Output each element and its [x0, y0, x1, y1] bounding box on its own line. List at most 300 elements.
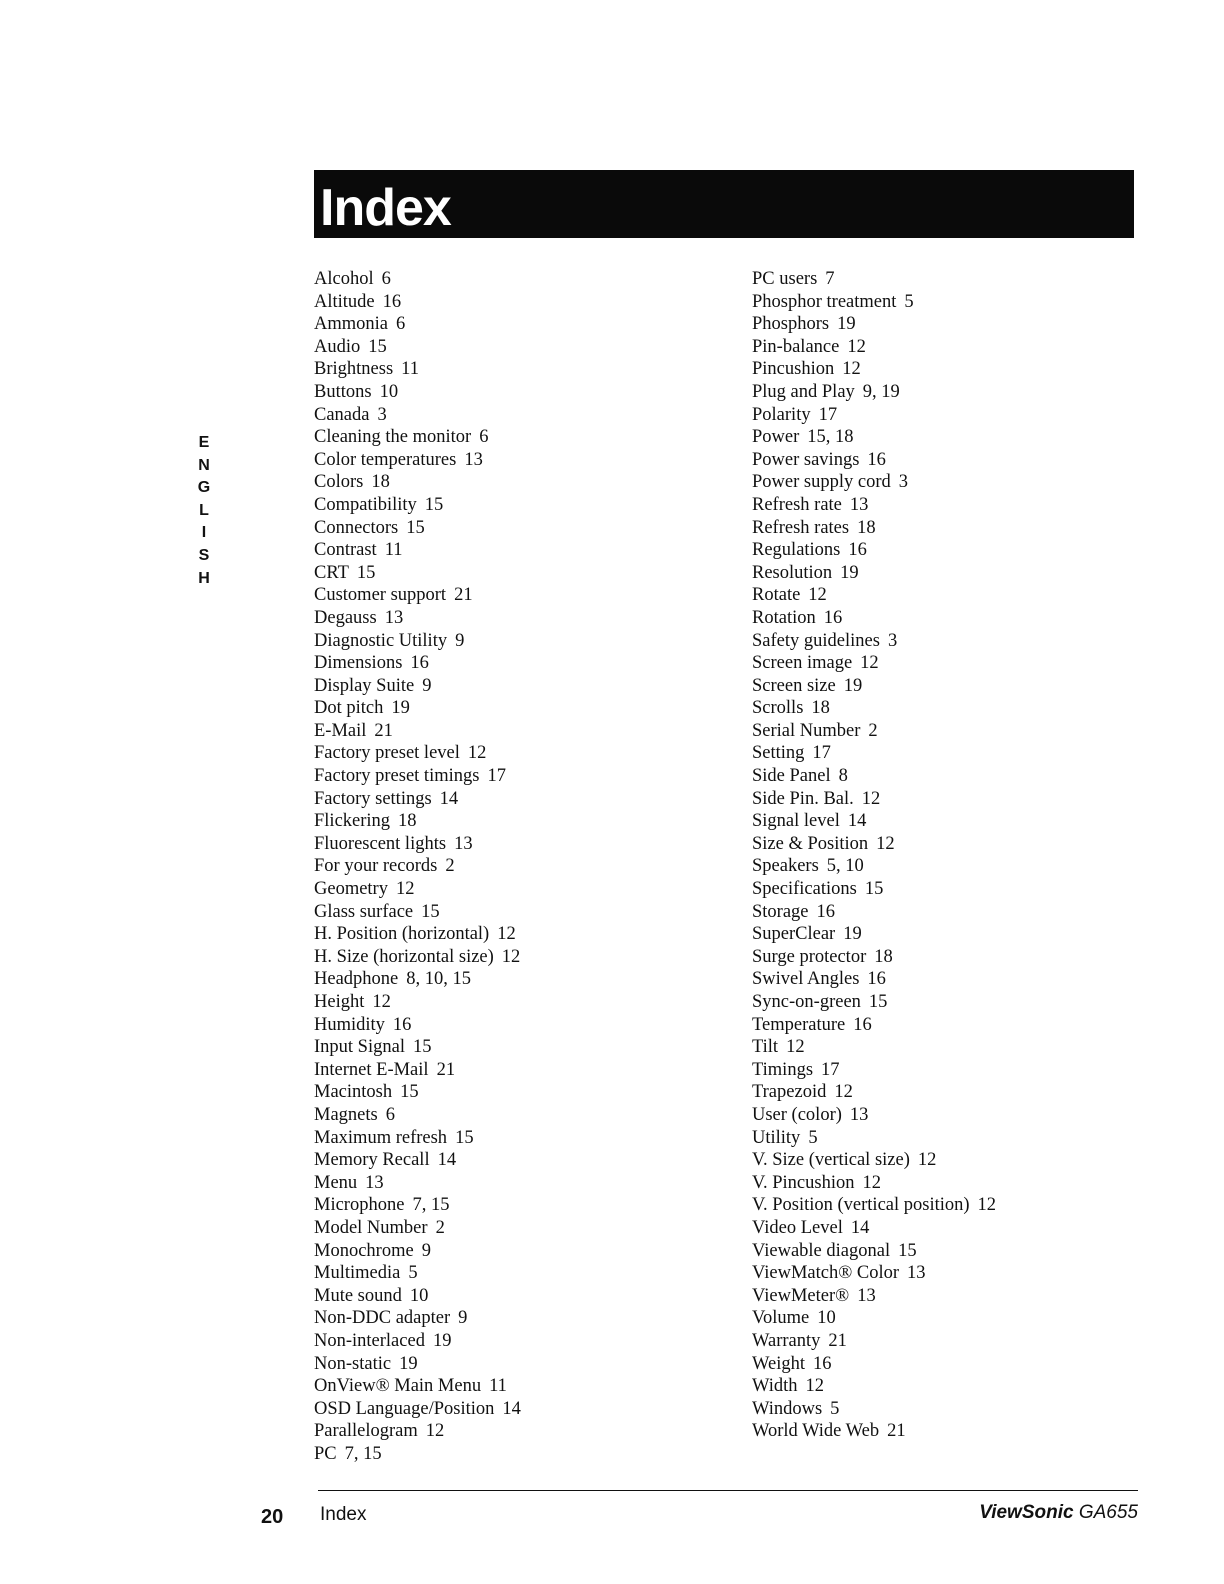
- footer-model-name: GA655: [1078, 1502, 1138, 1523]
- index-entry: [752, 788, 996, 811]
- index-entry: [314, 1104, 521, 1127]
- index-page-numbers: 19: [432, 1330, 452, 1351]
- index-term: Refresh rate: [752, 494, 842, 515]
- footer-section-name: Index: [320, 1504, 367, 1525]
- index-page-numbers: 12: [425, 1421, 445, 1442]
- index-page-numbers: 21: [436, 1059, 456, 1080]
- index-entry: [752, 1420, 996, 1443]
- index-page-numbers: 19: [837, 314, 856, 335]
- index-term: Height: [314, 992, 365, 1012]
- index-term: PC: [314, 1443, 337, 1464]
- index-page-numbers: 3: [377, 404, 387, 425]
- index-page-numbers: 12: [786, 1037, 805, 1058]
- index-term: Side Panel: [752, 766, 831, 787]
- index-term: Non-DDC adapter: [314, 1308, 451, 1329]
- index-entry: [314, 1036, 521, 1059]
- index-entry: [314, 1307, 521, 1330]
- index-page-numbers: 6: [396, 314, 406, 335]
- index-page-numbers: 9: [422, 675, 432, 696]
- index-term: Colors: [314, 472, 364, 493]
- index-term: V. Pincushion: [752, 1172, 855, 1193]
- index-entry: [752, 1398, 996, 1421]
- index-page-numbers: 5: [408, 1263, 418, 1284]
- index-term: H. Size (horizontal size): [314, 946, 494, 967]
- index-entry: [752, 946, 996, 969]
- index-term: Pincushion: [752, 359, 835, 380]
- index-page-numbers: 15: [898, 1240, 917, 1261]
- index-term: Pin-balance: [752, 336, 840, 357]
- index-term: Canada: [314, 404, 370, 425]
- index-term: Safety guidelines: [752, 630, 880, 651]
- index-entry: [752, 1036, 996, 1059]
- index-entry: [314, 1420, 521, 1443]
- index-page-numbers: 13: [857, 1285, 876, 1306]
- index-page-numbers: 16: [823, 607, 843, 628]
- index-page-numbers: 14: [850, 1217, 870, 1238]
- index-term: Warranty: [752, 1330, 821, 1351]
- index-entry: [314, 1330, 521, 1353]
- index-page-numbers: 12: [805, 1376, 825, 1397]
- index-term: Flickering: [314, 811, 391, 832]
- index-column-right: [752, 268, 996, 1443]
- index-page-numbers: 13: [849, 1104, 869, 1125]
- index-term: Setting: [752, 743, 805, 764]
- index-entry: [314, 1398, 521, 1421]
- index-entry: [752, 901, 996, 924]
- index-page-numbers: 12: [808, 585, 827, 606]
- index-entry: [314, 946, 521, 969]
- index-page-numbers: 13: [365, 1172, 384, 1193]
- index-entry: [752, 1262, 996, 1285]
- index-entry: [314, 742, 521, 765]
- index-page-numbers: 10: [409, 1285, 429, 1306]
- index-entry: [314, 494, 521, 517]
- index-page-numbers: 2: [435, 1217, 445, 1238]
- index-term: Buttons: [314, 381, 372, 402]
- index-entry: [314, 1172, 521, 1195]
- index-term: Power: [752, 427, 800, 448]
- index-page-numbers: 12: [395, 879, 415, 900]
- index-term: Regulations: [752, 540, 841, 561]
- index-term: Parallelogram: [314, 1421, 418, 1442]
- index-term: Altitude: [314, 291, 375, 312]
- index-term: Scrolls: [752, 698, 804, 719]
- index-page-numbers: 12: [876, 833, 895, 854]
- footer-brand-name: ViewSonic: [979, 1502, 1074, 1523]
- index-page-numbers: 16: [867, 969, 886, 990]
- index-entry: [314, 968, 521, 991]
- index-page-numbers: 16: [410, 653, 429, 674]
- index-term: SuperClear: [752, 924, 836, 945]
- index-term: Speakers: [752, 856, 819, 877]
- index-page-numbers: 17: [821, 1059, 840, 1080]
- index-page-numbers: 12: [860, 653, 879, 674]
- index-term: Dot pitch: [314, 698, 384, 719]
- index-page-numbers: 19: [843, 924, 862, 945]
- index-page-numbers: 5, 10: [826, 856, 864, 877]
- side-tab-letter: S: [198, 546, 210, 564]
- index-entry: [752, 1375, 996, 1398]
- index-page-numbers: 7, 15: [344, 1443, 382, 1464]
- index-entry: [752, 426, 996, 449]
- index-column-left: [314, 268, 521, 1465]
- index-term: Video Level: [752, 1217, 843, 1238]
- index-entry: [752, 1307, 996, 1330]
- index-term: ViewMatch® Color: [752, 1263, 900, 1284]
- index-page-numbers: 18: [857, 517, 876, 538]
- index-page-numbers: 11: [489, 1376, 507, 1397]
- index-entry: [752, 336, 996, 359]
- index-page-numbers: 8: [838, 766, 848, 787]
- index-entry: [752, 313, 996, 336]
- index-entry: [314, 1149, 521, 1172]
- index-entry: [314, 630, 521, 653]
- index-page-numbers: 16: [867, 449, 886, 470]
- index-entry: [314, 313, 521, 336]
- index-entry: [314, 584, 521, 607]
- index-term: Menu: [314, 1172, 358, 1193]
- index-term: Microphone: [314, 1195, 405, 1216]
- index-page-numbers: 6: [385, 1104, 395, 1125]
- index-page-numbers: 16: [392, 1014, 412, 1035]
- index-entry: [314, 991, 521, 1014]
- index-page-numbers: 13: [907, 1263, 926, 1284]
- index-page-numbers: 13: [849, 494, 869, 515]
- index-term: Cleaning the monitor: [314, 427, 472, 448]
- index-entry: [752, 607, 996, 630]
- index-page-numbers: 17: [812, 743, 831, 764]
- index-entry: [752, 652, 996, 675]
- index-entry: [314, 1375, 521, 1398]
- index-entry: [314, 697, 521, 720]
- index-term: Customer support: [314, 585, 447, 606]
- index-term: Color temperatures: [314, 449, 457, 470]
- index-term: Monochrome: [314, 1240, 414, 1261]
- index-term: Storage: [752, 901, 809, 922]
- index-entry: [314, 1014, 521, 1037]
- index-entry: [752, 381, 996, 404]
- index-entry: [752, 878, 996, 901]
- index-term: Specifications: [752, 879, 857, 900]
- index-entry: [752, 494, 996, 517]
- index-page-numbers: 12: [497, 924, 516, 945]
- index-term: Internet E-Mail: [314, 1059, 429, 1080]
- index-entry: [314, 426, 521, 449]
- index-entry: [752, 630, 996, 653]
- index-page-numbers: 12: [977, 1195, 997, 1216]
- index-entry: [752, 1014, 996, 1037]
- index-entry: [314, 539, 521, 562]
- index-page-numbers: 16: [853, 1014, 872, 1035]
- index-term: Magnets: [314, 1104, 378, 1125]
- index-entry: [314, 1127, 521, 1150]
- index-term: Screen size: [752, 675, 836, 696]
- index-page-numbers: 9: [458, 1308, 468, 1329]
- index-term: Contrast: [314, 540, 377, 561]
- index-entry: [314, 878, 521, 901]
- index-entry: [752, 968, 996, 991]
- index-page-numbers: 9: [455, 630, 465, 651]
- index-page-numbers: 12: [467, 743, 487, 764]
- index-page-numbers: 9: [421, 1240, 431, 1261]
- index-entry: [314, 901, 521, 924]
- index-entry: [314, 562, 521, 585]
- index-page-numbers: 14: [847, 811, 867, 832]
- index-term: Multimedia: [314, 1263, 401, 1284]
- index-page-numbers: 11: [384, 540, 403, 561]
- index-entry: [314, 404, 521, 427]
- index-entry: [314, 720, 521, 743]
- index-entry: [752, 1127, 996, 1150]
- index-entry: [314, 1194, 521, 1217]
- index-term: Model Number: [314, 1217, 428, 1238]
- index-term: For your records: [314, 856, 438, 877]
- index-term: Humidity: [314, 1014, 385, 1035]
- index-page-numbers: 7: [825, 269, 835, 289]
- index-entry: [752, 1149, 996, 1172]
- index-page-numbers: 19: [391, 698, 410, 719]
- index-page-numbers: 15: [356, 562, 376, 583]
- index-page-numbers: 21: [374, 720, 393, 741]
- page-title: Index: [320, 179, 451, 237]
- index-page-numbers: 16: [812, 1353, 832, 1374]
- index-entry: [314, 607, 521, 630]
- index-term: PC users: [752, 269, 818, 289]
- index-page-numbers: 6: [479, 427, 489, 448]
- index-term: Viewable diagonal: [752, 1240, 891, 1261]
- index-term: Screen image: [752, 653, 853, 674]
- index-entry: [752, 539, 996, 562]
- language-side-tab: [194, 432, 214, 590]
- index-entry: [314, 810, 521, 833]
- index-page-numbers: 21: [887, 1421, 906, 1442]
- side-tab-letter: H: [198, 569, 210, 587]
- index-term: Maximum refresh: [314, 1127, 448, 1148]
- index-page-numbers: 12: [861, 788, 881, 809]
- index-page-numbers: 16: [382, 291, 402, 312]
- index-page-numbers: 8, 10, 15: [406, 969, 471, 990]
- index-page-numbers: 19: [843, 675, 863, 696]
- index-term: Factory preset timings: [314, 766, 480, 787]
- index-page-numbers: 2: [868, 720, 878, 741]
- index-page-numbers: 14: [439, 788, 459, 809]
- index-page-numbers: 18: [874, 946, 893, 967]
- index-page-numbers: 5: [830, 1398, 840, 1419]
- index-entry: [752, 1172, 996, 1195]
- index-term: Plug and Play: [752, 381, 855, 402]
- index-entry: [752, 1217, 996, 1240]
- index-entry: [314, 358, 521, 381]
- index-entry: [752, 404, 996, 427]
- index-entry: [314, 268, 521, 291]
- index-entry: [752, 1104, 996, 1127]
- index-term: Diagnostic Utility: [314, 630, 448, 651]
- index-entry: [314, 1443, 521, 1466]
- index-entry: [752, 449, 996, 472]
- index-term: Phosphors: [752, 314, 830, 335]
- index-term: Serial Number: [752, 720, 861, 741]
- index-term: CRT: [314, 562, 349, 583]
- index-entry: [752, 810, 996, 833]
- index-page-numbers: 18: [371, 472, 390, 493]
- index-entry: [314, 1081, 521, 1104]
- index-term: Tilt: [752, 1037, 779, 1058]
- index-page-numbers: 12: [917, 1150, 937, 1171]
- index-entry: [752, 268, 996, 291]
- index-entry: [314, 1285, 521, 1308]
- index-entry: [752, 291, 996, 314]
- index-term: Power savings: [752, 449, 860, 470]
- index-page-numbers: 12: [834, 1082, 853, 1103]
- index-entry: [752, 517, 996, 540]
- index-page-numbers: 6: [381, 269, 391, 289]
- index-page-numbers: 3: [898, 472, 908, 493]
- index-term: Size & Position: [752, 833, 869, 854]
- index-term: Non-static: [314, 1353, 392, 1374]
- index-entry: [752, 562, 996, 585]
- index-term: ViewMeter®: [752, 1285, 850, 1306]
- index-entry: [752, 720, 996, 743]
- index-term: Width: [752, 1376, 798, 1397]
- index-term: Side Pin. Bal.: [752, 788, 854, 809]
- index-term: Factory settings: [314, 788, 432, 809]
- index-page-numbers: 18: [398, 811, 417, 832]
- index-entry: [314, 833, 521, 856]
- index-term: User (color): [752, 1104, 842, 1125]
- index-term: Brightness: [314, 359, 394, 380]
- index-term: Weight: [752, 1353, 805, 1374]
- index-entry: [314, 517, 521, 540]
- index-term: Timings: [752, 1059, 814, 1080]
- index-term: Geometry: [314, 879, 388, 900]
- index-term: Display Suite: [314, 675, 415, 696]
- side-tab-letter: I: [201, 524, 207, 542]
- index-page-numbers: 13: [464, 449, 483, 470]
- index-term: World Wide Web: [752, 1421, 880, 1442]
- index-entry: [314, 471, 521, 494]
- index-page-numbers: 15: [424, 494, 444, 515]
- index-term: Mute sound: [314, 1285, 402, 1306]
- index-entry: [752, 584, 996, 607]
- index-entry: [752, 765, 996, 788]
- index-entry: [752, 855, 996, 878]
- index-term: Resolution: [752, 562, 833, 583]
- index-entry: [752, 923, 996, 946]
- index-page-numbers: 2: [445, 856, 455, 877]
- index-term: OnView® Main Menu: [314, 1376, 482, 1397]
- index-entry: [314, 381, 521, 404]
- index-term: Headphone: [314, 969, 399, 990]
- index-term: Utility: [752, 1127, 801, 1148]
- side-tab-letter: E: [198, 434, 210, 451]
- index-term: Phosphor treatment: [752, 291, 897, 312]
- index-term: Ammonia: [314, 314, 388, 335]
- index-page-numbers: 12: [842, 359, 861, 380]
- index-term: Refresh rates: [752, 517, 850, 538]
- index-page-numbers: 13: [384, 607, 404, 628]
- index-entry: [752, 991, 996, 1014]
- index-page-numbers: 15, 18: [807, 427, 854, 448]
- index-entry: [314, 1262, 521, 1285]
- index-term: Factory preset level: [314, 743, 460, 764]
- index-entry: [314, 1217, 521, 1240]
- index-term: Audio: [314, 336, 361, 357]
- index-entry: [314, 765, 521, 788]
- index-page-numbers: 13: [454, 833, 473, 854]
- index-term: Fluorescent lights: [314, 833, 447, 854]
- index-entry: [752, 1194, 996, 1217]
- index-page-numbers: 15: [421, 901, 440, 922]
- index-page-numbers: 21: [454, 585, 473, 606]
- index-page-numbers: 16: [816, 901, 836, 922]
- index-entry: [314, 291, 521, 314]
- side-tab-letter: N: [198, 456, 210, 474]
- footer-divider: [318, 1490, 1138, 1491]
- index-page-numbers: 12: [372, 992, 391, 1012]
- index-page-numbers: 15: [455, 1127, 474, 1148]
- index-entry: [752, 1330, 996, 1353]
- index-entry: [314, 923, 521, 946]
- index-term: Power supply cord: [752, 472, 891, 493]
- index-entry: [314, 788, 521, 811]
- footer-brand: [979, 1502, 1138, 1524]
- index-entry: [752, 742, 996, 765]
- index-page-numbers: 12: [847, 336, 866, 357]
- index-term: Surge protector: [752, 946, 867, 967]
- index-page-numbers: 14: [502, 1398, 521, 1419]
- index-page-numbers: 11: [401, 359, 419, 380]
- index-term: Non-interlaced: [314, 1330, 425, 1351]
- side-tab-letter: L: [199, 501, 209, 519]
- index-page-numbers: 19: [399, 1353, 418, 1374]
- index-term: Input Signal: [314, 1037, 405, 1058]
- index-page-numbers: 15: [400, 1082, 419, 1103]
- index-term: H. Position (horizontal): [314, 924, 490, 945]
- index-page-numbers: 14: [437, 1150, 457, 1171]
- index-entry: [314, 449, 521, 472]
- index-entry: [314, 675, 521, 698]
- index-page-numbers: 18: [811, 698, 830, 719]
- index-entry: [752, 1285, 996, 1308]
- index-page-numbers: 7, 15: [412, 1195, 450, 1216]
- index-page-numbers: 5: [808, 1127, 818, 1148]
- index-entry: [314, 855, 521, 878]
- index-page-numbers: 15: [864, 879, 884, 900]
- index-entry: [752, 833, 996, 856]
- index-term: E-Mail: [314, 720, 367, 741]
- index-term: Alcohol: [314, 269, 374, 289]
- index-entry: [314, 336, 521, 359]
- index-page-numbers: 10: [817, 1308, 836, 1329]
- index-term: Trapezoid: [752, 1082, 827, 1103]
- index-page-numbers: 17: [487, 766, 506, 787]
- index-page-numbers: 15: [406, 517, 425, 538]
- index-term: Rotate: [752, 585, 801, 606]
- index-term: Polarity: [752, 404, 811, 425]
- index-term: Compatibility: [314, 494, 417, 515]
- index-term: Signal level: [752, 811, 840, 832]
- index-term: OSD Language/Position: [314, 1398, 495, 1419]
- index-page-numbers: 5: [904, 291, 914, 312]
- index-entry: [314, 1240, 521, 1263]
- index-entry: [752, 1081, 996, 1104]
- index-term: V. Size (vertical size): [752, 1150, 910, 1171]
- index-term: Temperature: [752, 1014, 846, 1035]
- index-term: Volume: [752, 1308, 810, 1329]
- index-entry: [314, 1059, 521, 1082]
- index-term: Macintosh: [314, 1082, 393, 1103]
- index-entry: [752, 358, 996, 381]
